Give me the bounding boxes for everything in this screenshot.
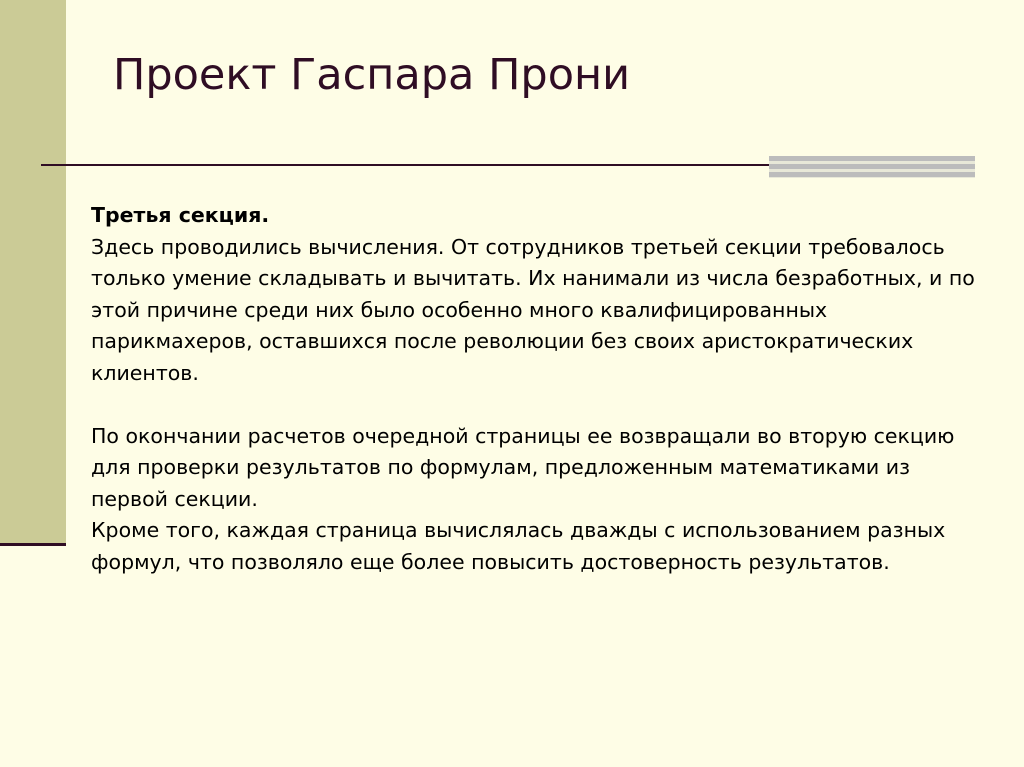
slide-body — [91, 200, 991, 578]
side-bar-rule — [0, 543, 66, 546]
body-paragraph-3: Кроме того, каждая страница вычислялась дважды с использованием разных формул, что позволяло еще более повысить достоверность результатов. — [91, 518, 946, 574]
paragraph-spacer — [91, 389, 991, 421]
body-paragraph-1: Здесь проводились вычисления. От сотрудников третьей секции требовалось только умение складывать и вычитать. Их нанимали из числа безработных, и по этой причине среди них было особенно много квалифицированных парикмахеров, оставшихся после революции без своих аристократических клиентов. — [91, 234, 975, 385]
side-bar-decoration — [0, 0, 66, 546]
title-accent-bar — [769, 156, 975, 178]
section-heading: Третья секция. — [91, 203, 270, 227]
slide-title: Проект Гаспара Прони — [113, 50, 631, 100]
body-paragraph-2: По окончании расчетов очередной страницы ее возвращали во вторую секцию для проверки результатов по формулам, предложенным математиками из первой секции. — [91, 423, 955, 511]
